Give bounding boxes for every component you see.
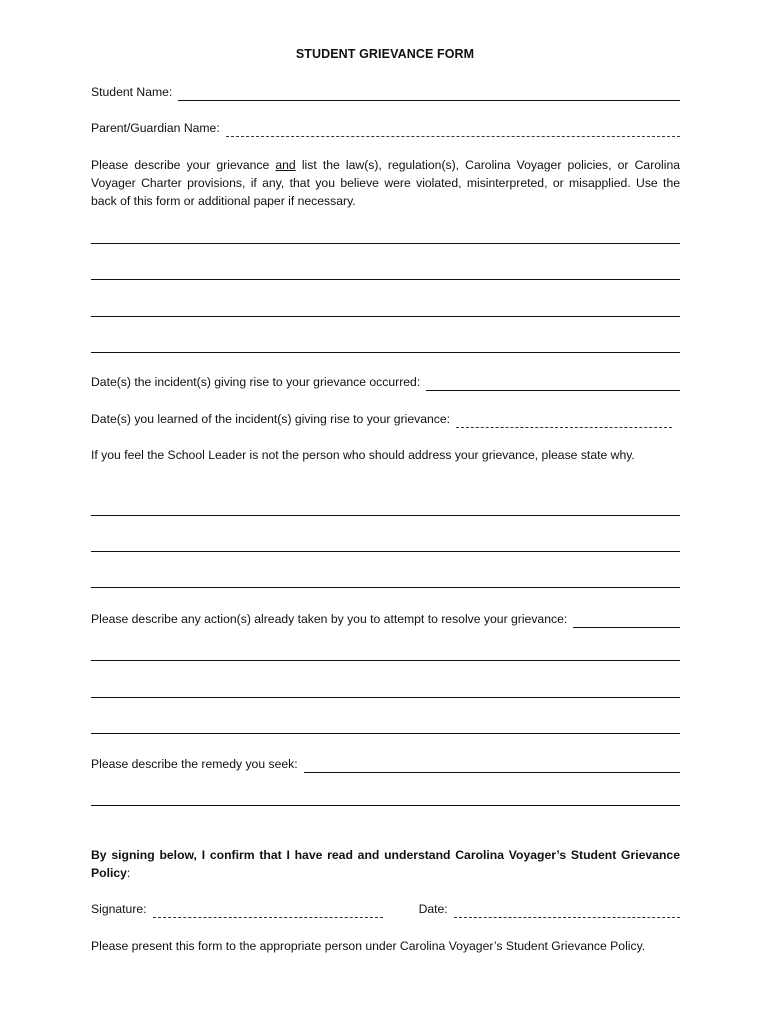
date-field[interactable] <box>454 904 680 918</box>
school-leader-line-1[interactable] <box>91 515 680 516</box>
remedy-field[interactable] <box>304 759 680 773</box>
student-name-label: Student Name: <box>91 85 173 99</box>
actions-row <box>91 610 680 628</box>
grievance-text-b: list the law(s), regulation(s), Carolina Voyager policies, or Carolina Voyager Charter provisions, if any, that you believe were violated, misinterpreted, or misapplied. Use the back of this form or additional paper if necessary. <box>91 158 681 208</box>
grievance-line-3[interactable] <box>91 316 680 317</box>
confirm-text-bold: By signing below, I confirm that I have read and understand Carolina Voyager’s Student Grievance Policy <box>91 848 680 880</box>
learned-date-field[interactable] <box>456 414 672 428</box>
actions-line-1[interactable] <box>91 660 680 661</box>
remedy-row <box>91 755 680 773</box>
actions-label: Please describe any action(s) already taken by you to attempt to resolve your grievance: <box>91 612 568 626</box>
present-text: Please present this form to the appropriate person under Carolina Voyager’s Student Grievance Policy. <box>91 939 646 953</box>
actions-line-3[interactable] <box>91 733 680 734</box>
remedy-line-1[interactable] <box>91 805 680 806</box>
school-leader-line-3[interactable] <box>91 587 680 588</box>
parent-name-row <box>91 119 680 137</box>
actions-line-2[interactable] <box>91 697 680 698</box>
signature-row <box>91 900 680 918</box>
incident-date-row <box>91 373 680 391</box>
parent-name-field[interactable] <box>226 123 680 137</box>
grievance-text-and: and <box>275 158 296 172</box>
actions-field[interactable] <box>573 614 680 628</box>
student-name-field[interactable] <box>178 87 680 101</box>
confirm-text <box>91 846 680 882</box>
learned-date-row <box>91 410 680 428</box>
school-leader-text: If you feel the School Leader is not the person who should address your grievance, please state why. <box>91 448 635 462</box>
grievance-line-2[interactable] <box>91 279 680 280</box>
incident-date-field[interactable] <box>426 377 680 391</box>
parent-name-label: Parent/Guardian Name: <box>91 121 220 135</box>
learned-date-label: Date(s) you learned of the incident(s) giving rise to your grievance: <box>91 412 451 426</box>
incident-date-label: Date(s) the incident(s) giving rise to your grievance occurred: <box>91 375 421 389</box>
form-title: STUDENT GRIEVANCE FORM <box>295 47 475 61</box>
student-name-row <box>91 83 680 101</box>
signature-label: Signature: <box>91 902 147 916</box>
school-leader-line-2[interactable] <box>91 551 680 552</box>
grievance-text-a: Please describe your grievance <box>91 158 276 172</box>
remedy-label: Please describe the remedy you seek: <box>91 757 298 771</box>
date-label: Date: <box>418 902 448 916</box>
grievance-instructions <box>91 156 680 210</box>
confirm-text-tail: : <box>126 866 131 880</box>
grievance-line-4[interactable] <box>91 352 680 353</box>
grievance-line-1[interactable] <box>91 243 680 244</box>
signature-field[interactable] <box>153 904 383 918</box>
